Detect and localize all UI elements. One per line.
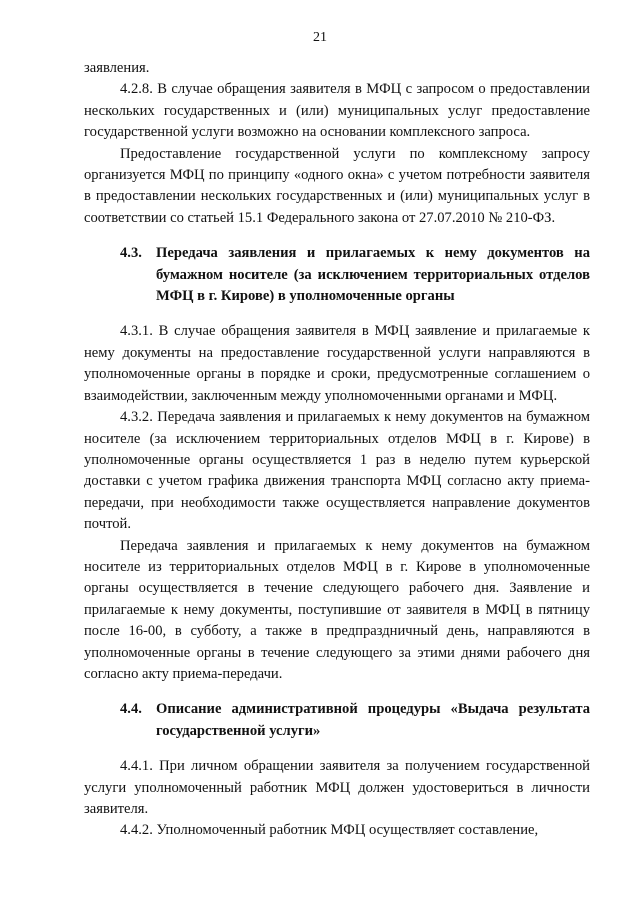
page-number: 21: [313, 30, 327, 45]
paragraph-4-4-2: 4.4.2. Уполномоченный работник МФЦ осуществляет составление,: [120, 822, 539, 839]
section-title: Передача заявления и прилагаемых к нему документов на бумажном носителе (за исключением территориальных отделов МФЦ в г. Кирове) в уполномоченные органы: [156, 245, 590, 305]
section-title: Описание административной процедуры «Выдача результата государственной услуги»: [156, 701, 590, 739]
section-heading-4-3: [84, 243, 590, 307]
section-number: 4.3.: [120, 245, 142, 262]
paragraph-complex-request: Предоставление государственной услуги по комплексному запросу организуется МФЦ по принципу «одного окна» с учетом потребности заявителя в предоставлении нескольких государственных и (или) муниципальных услуг в соответствии со статьей 15.1 Федерального закона от 27.07.2010 № 210-ФЗ.: [84, 145, 590, 226]
paragraph-continuation: заявления.: [84, 60, 150, 76]
paragraph-4-4-1: 4.4.1. При личном обращении заявителя за получением государственной услуги уполномоченный работник МФЦ должен удостовериться в личности заявителя.: [84, 758, 590, 817]
document-body: [84, 58, 590, 842]
section-number: 4.4.: [120, 701, 142, 718]
section-heading-4-4: [84, 699, 590, 742]
paragraph-4-2-8: 4.2.8. В случае обращения заявителя в МФЦ с запросом о предоставлении нескольких государственных и (или) муниципальных услуг предоставление государственной услуги возможно на основании комплексного запроса.: [84, 81, 590, 141]
paragraph-4-3-2: 4.3.2. Передача заявления и прилагаемых к нему документов на бумажном носителе (за исключением территориальных отделов МФЦ в г. Кирове) в уполномоченные органы осуществляется 1 раз в неделю путем курьерской доставки с учетом графика движения транспорта МФЦ согласно акту приема-передачи, при необходимости также осуществляется направление документов почтой.: [84, 409, 590, 533]
paragraph-4-3-1: 4.3.1. В случае обращения заявителя в МФЦ заявление и прилагаемые к нему документы на предоставление государственной услуги направляются в уполномоченные органы в порядке и сроки, предусмотренные соглашением о взаимодействии, заключенным между уполномоченными органами и МФЦ.: [84, 323, 590, 404]
paragraph-kirov-transfer: Передача заявления и прилагаемых к нему документов на бумажном носителе из территориальных отделов МФЦ в г. Кирове в уполномоченные органы осуществляется в течение следующего рабочего дня. Заявление и прилагаемые к нему документы, поступившие от заявителя в МФЦ в пятницу после 16-00, в субботу, а также в предпраздничный день, направляются в уполномоченные органы в течение следующего за этими днями рабочего дня согласно акту приема-передачи.: [84, 537, 590, 682]
